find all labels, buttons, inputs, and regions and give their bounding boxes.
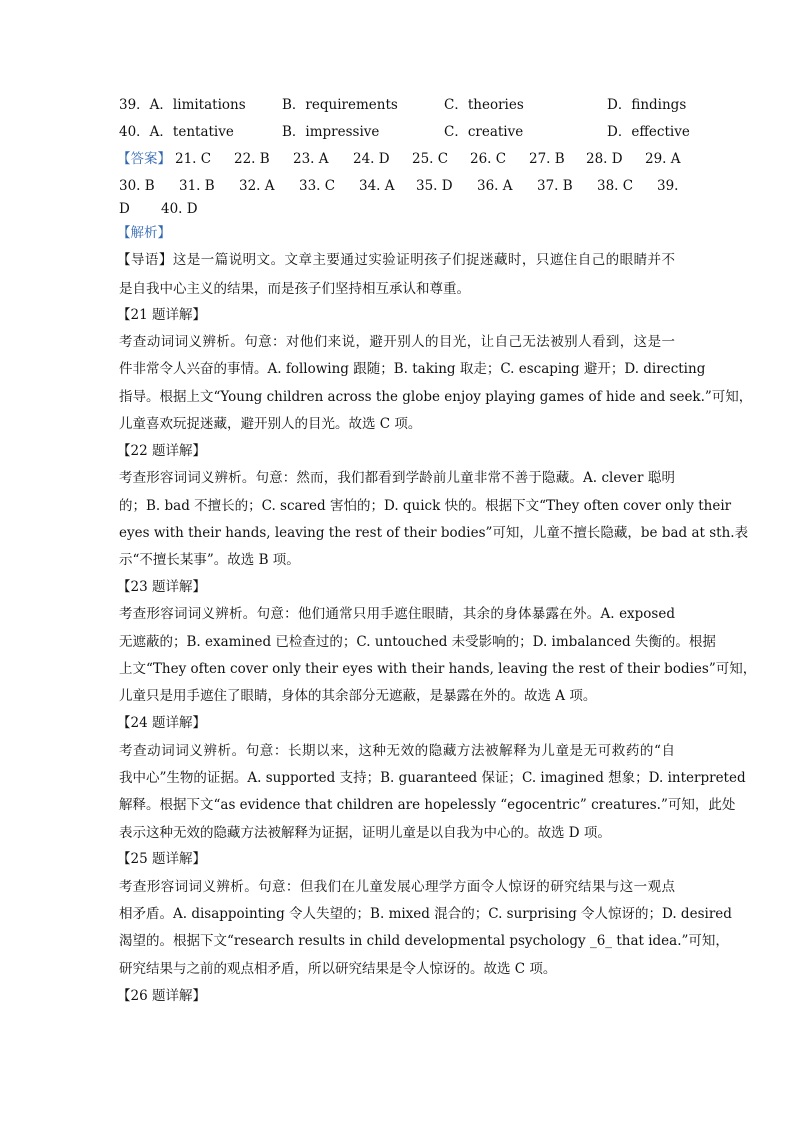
q24-line: 考查动词词义辨析。句意：长期以来，这种无效的隐藏方法被解释为儿童是无可救药的“自 xyxy=(119,743,675,759)
q21-line: 儿童喜欢玩捉迷藏，避开别人的目光。故选 C 项。 xyxy=(119,416,422,432)
answer-item: 32. A xyxy=(239,178,275,194)
answer-item: 22. B xyxy=(234,151,270,167)
q24-line: 解释。根据下文“as evidence that children are hopelessly “egocentric” creatures.”可知，此处 xyxy=(119,797,736,813)
answer-item: 38. C xyxy=(597,178,634,194)
analysis-label: 【解析】 xyxy=(117,225,171,241)
q25-line: 相矛盾。A. disappointing 令人失望的；B. mixed 混合的；C. surprising 令人惊讶的；D. desired xyxy=(119,906,732,922)
option-a: 39．A．limitations xyxy=(119,97,246,113)
answer-item: 23. A xyxy=(293,151,329,167)
q24-heading: 【24 题详解】 xyxy=(117,715,206,731)
option-c: C．creative xyxy=(444,124,524,140)
q23-line: 儿童只是用手遮住了眼睛，身体的其余部分无遮蔽，是暴露在外的。故选 A 项。 xyxy=(119,688,597,704)
answer-item: 34. A xyxy=(359,178,395,194)
answer-item: 35. D xyxy=(416,178,453,194)
q22-line: 示“不擅长某事”。故选 B 项。 xyxy=(119,552,300,568)
q21-line: 考查动词词义辨析。句意：对他们来说，避开别人的目光，让自己无法被别人看到，这是一 xyxy=(119,334,675,350)
q23-line: 无遮蔽的；B. examined 已检查过的；C. untouched 未受影响的；D. imbalanced 失衡的。根据 xyxy=(119,634,716,650)
intro-line-2: 是自我中心主义的结果，而是孩子们坚持相互承认和尊重。 xyxy=(119,281,470,297)
option-b: B．impressive xyxy=(282,124,380,140)
answer-item: 25. C xyxy=(412,151,449,167)
option-d: D．effective xyxy=(607,124,690,140)
q25-heading: 【25 题详解】 xyxy=(117,851,206,867)
option-b: B．requirements xyxy=(282,97,398,113)
answer-item: 33. C xyxy=(299,178,336,194)
answer-item: 28. D xyxy=(586,151,623,167)
q23-line: 上文“They often cover only their eyes with their hands, leaving the rest of their bodies”可知， xyxy=(119,661,757,677)
q23-heading: 【23 题详解】 xyxy=(117,579,206,595)
q24-line: 我中心”生物的证据。A. supported 支持；B. guaranteed 保证；C. imagined 想象；D. interpreted xyxy=(119,770,746,786)
q22-heading: 【22 题详解】 xyxy=(117,443,206,459)
answer-label: 【答案】 xyxy=(117,151,171,167)
answer-item: 30. B xyxy=(119,178,155,194)
answer-item: 27. B xyxy=(529,151,565,167)
q25-line: 研究结果与之前的观点相矛盾，所以研究结果是令人惊讶的。故选 C 项。 xyxy=(119,961,557,977)
q21-heading: 【21 题详解】 xyxy=(117,307,206,323)
option-d: D．findings xyxy=(607,97,687,113)
answer-item: 29. A xyxy=(645,151,681,167)
q24-line: 表示这种无效的隐藏方法被解释为证据，证明儿童是以自我为中心的。故选 D 项。 xyxy=(119,825,611,841)
intro-line-1 xyxy=(117,247,675,274)
intro-label: 【导语】 xyxy=(117,252,173,268)
q25-line: 考查形容词词义辨析。句意：但我们在儿童发展心理学方面令人惊讶的研究结果与这一观点 xyxy=(119,879,675,895)
answer-item: 26. C xyxy=(470,151,507,167)
answer-item: D xyxy=(119,201,130,217)
q22-line: 的；B. bad 不擅长的；C. scared 害怕的；D. quick 快的。根据下文“They often cover only their xyxy=(119,498,732,514)
answer-item: 39. xyxy=(657,178,679,194)
q25-line: 渴望的。根据下文“research results in child developmental psychology _6_ that idea.”可知， xyxy=(119,933,729,949)
answer-item: 24. D xyxy=(353,151,390,167)
q22-line: eyes with their hands, leaving the rest of their bodies”可知，儿童不擅长隐藏，be bad at sth.表 xyxy=(119,525,749,541)
answer-item: 21. C xyxy=(175,151,212,167)
q23-line: 考查形容词词义辨析。句意：他们通常只用手遮住眼睛，其余的身体暴露在外。A. exposed xyxy=(119,606,675,622)
option-c: C．theories xyxy=(444,97,524,113)
intro-text: 这是一篇说明文。文章主要通过实验证明孩子们捉迷藏时，只遮住自己的眼睛并不 xyxy=(172,252,676,268)
answer-item: 40. D xyxy=(161,201,198,217)
answer-item: 31. B xyxy=(179,178,215,194)
option-a: 40．A．tentative xyxy=(119,124,234,140)
answer-item: 37. B xyxy=(537,178,573,194)
q26-heading: 【26 题详解】 xyxy=(117,988,206,1004)
q21-line: 件非常令人兴奋的事情。A. following 跟随；B. taking 取走；C. escaping 避开；D. directing xyxy=(119,361,706,377)
q22-line: 考查形容词词义辨析。句意：然而，我们都看到学龄前儿童非常不善于隐藏。A. clever 聪明 xyxy=(119,470,675,486)
q21-line: 指导。根据上文“Young children across the globe enjoy playing games of hide and seek.”可知， xyxy=(119,389,753,405)
answer-item: 36. A xyxy=(477,178,513,194)
